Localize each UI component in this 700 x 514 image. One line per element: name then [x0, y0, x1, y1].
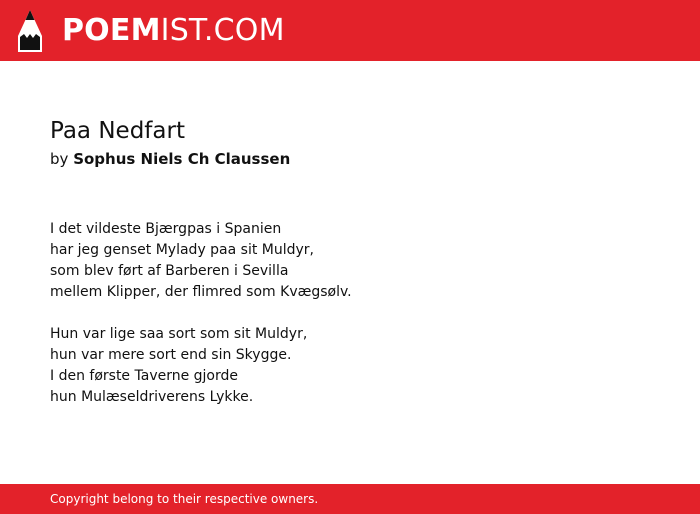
poem-line: I den første Taverne gjorde [50, 368, 239, 384]
poem-title: Paa Nedfart [50, 118, 185, 144]
stanza-1 [50, 219, 650, 303]
stanza-2 [50, 324, 650, 408]
poem-line: hun Mulæseldriverens Lykke. [50, 389, 254, 405]
poem-line: mellem Klipper, der flimred som Kvægsølv. [50, 284, 352, 300]
site-header [0, 0, 700, 61]
copyright-text: Copyright belong to their respective owners. [50, 492, 319, 506]
logo-thin-text: IST.COM [160, 13, 285, 48]
poem-body [50, 219, 650, 429]
logo-bold-text: POEM [62, 13, 161, 48]
poem-line: som blev ført af Barberen i Sevilla [50, 263, 289, 279]
by-label: by [50, 150, 69, 168]
site-footer [0, 484, 700, 514]
poem-line: Hun var lige saa sort som sit Muldyr, [50, 326, 308, 342]
poem-byline [50, 149, 290, 169]
poem-line: I det vildeste Bjærgpas i Spanien [50, 221, 282, 237]
poem-line: hun var mere sort end sin Skygge. [50, 347, 292, 363]
pencil-tip-icon[interactable] [17, 9, 43, 53]
poem-line: har jeg genset Mylady paa sit Muldyr, [50, 242, 315, 258]
site-logo[interactable] [62, 13, 285, 49]
poem-author: Sophus Niels Ch Claussen [73, 150, 291, 168]
